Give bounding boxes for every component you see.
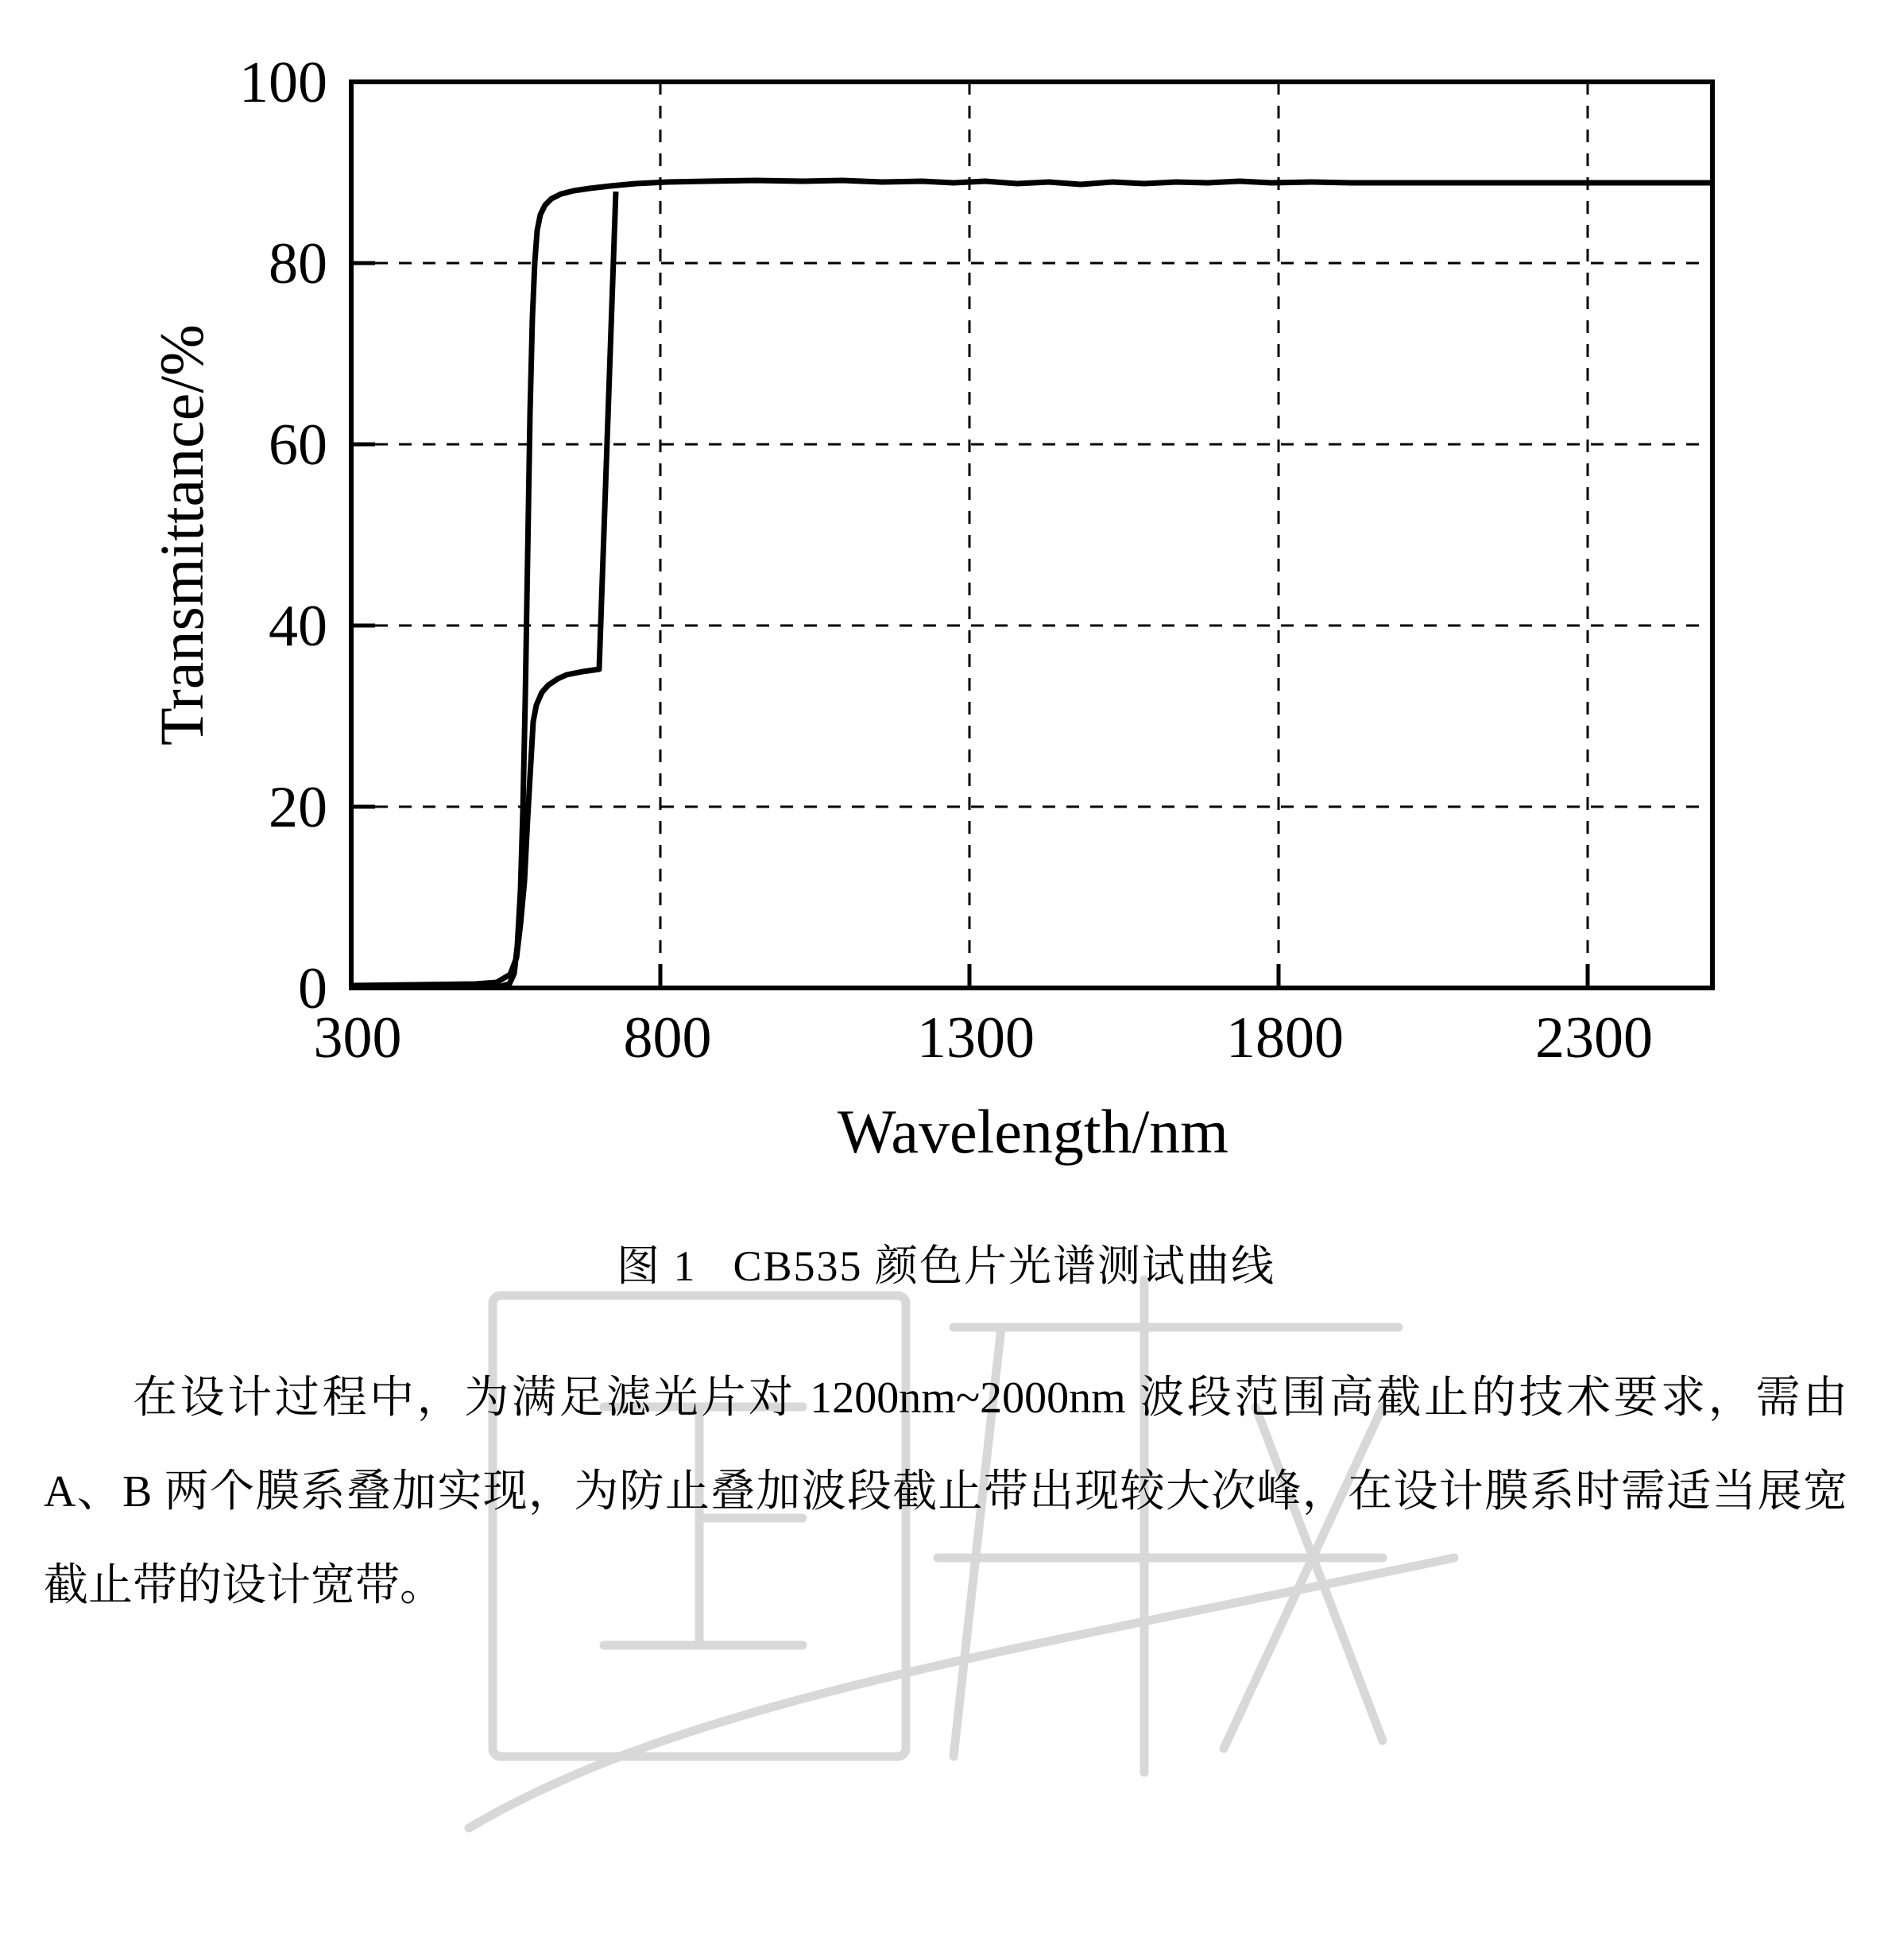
y-tick-label: 40 (269, 594, 327, 659)
x-tick-label: 2300 (1535, 1005, 1653, 1071)
y-axis-label: Transmittance/% (147, 323, 216, 746)
paragraph: 在设计过程中，为满足滤光片对 1200nm~2000nm 波段范围高截止的技术要求，需由 A、B 两个膜系叠加实现，为防止叠加波段截止带出现较大次峰，在设计膜系时需适当展宽截止带的设计宽带。 (44, 1373, 1848, 1610)
body-text (44, 1351, 1848, 1633)
chart-gridlines (351, 82, 1712, 988)
figure-caption-text: CB535 颜色片光谱测试曲线 (733, 1242, 1276, 1290)
x-tick-label: 1800 (1226, 1005, 1344, 1071)
chart-y-ticks (351, 82, 375, 988)
figure-number: 图 1 (616, 1242, 697, 1290)
y-tick-label: 0 (298, 956, 327, 1021)
chart-x-ticks (351, 964, 1588, 988)
x-tick-label: 1300 (917, 1005, 1035, 1071)
chart-frame (351, 82, 1712, 988)
y-tick-label: 80 (269, 231, 327, 296)
y-tick-label: 100 (239, 50, 327, 115)
y-tick-label: 60 (269, 413, 327, 478)
y-tick-label: 20 (269, 775, 327, 840)
chart-series-cb535 (351, 180, 1712, 986)
x-tick-label: 800 (623, 1005, 712, 1071)
x-axis-label: Wavelength/nm (838, 1097, 1228, 1166)
figure-caption (0, 1232, 1892, 1293)
x-tick-label: 300 (313, 1005, 402, 1071)
